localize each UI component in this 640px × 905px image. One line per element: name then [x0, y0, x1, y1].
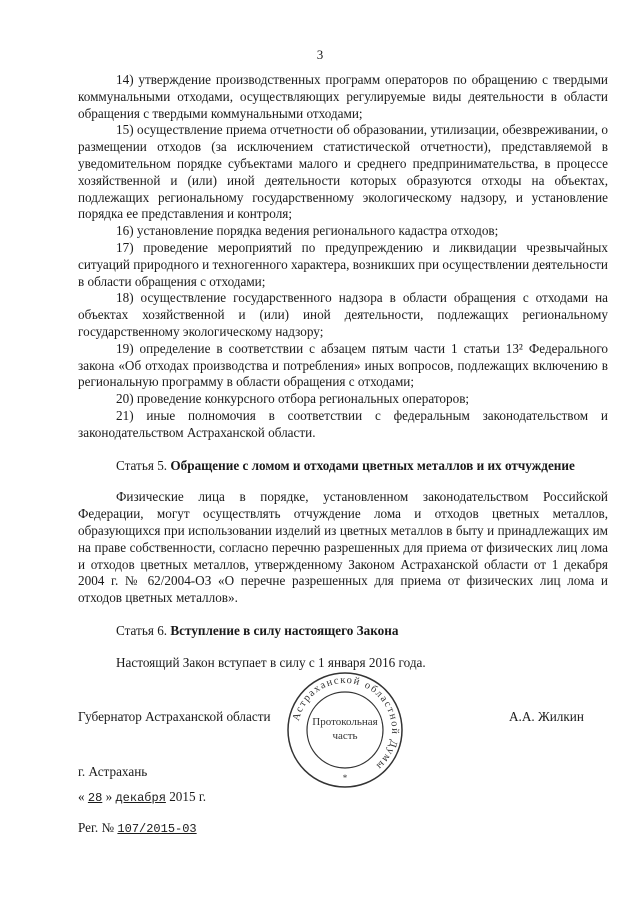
list-item: 17) проведение мероприятий по предупреждению и ликвидации чрезвычайных ситуаций природного и техногенного характера, возникших при осуществлении деятельности в области обращения с отходами; [78, 239, 608, 289]
article-6-prefix: Статья 6. [116, 622, 168, 638]
article-5-text: Физические лица в порядке, установленном законодательством Российской Федерации, могут осуществлять отчуждение лома и отходов цветных металлов, образующихся при использовании изделий из цветных металлов в быту и принадлежащих им на праве собственности, согласно перечню разрешенных для приема от физических лиц лома и отходов цветных металлов, утвержденному Законом Астраханской области от 1 декабря 2004 г. № 62/2004-ОЗ «О перечне разрешенных для приема от физических лиц лома и отходов цветных металлов». [78, 489, 608, 606]
article-6-title: Вступление в силу настоящего Закона [170, 622, 399, 638]
document-body [78, 72, 608, 672]
page-number: 3 [316, 47, 324, 62]
date-quote-open: « [78, 789, 85, 804]
svg-text:*: * [342, 773, 348, 783]
signature-position: Губернатор Астраханской области [78, 709, 271, 724]
signature-name: А.А. Жилкин [509, 709, 584, 724]
list-item: 21) иные полномочия в соответствии с федеральным законодательством и законодательством Астраханской области. [78, 407, 608, 440]
date-year: 2015 г. [169, 789, 207, 804]
registration-number [78, 820, 197, 836]
reg-label: Рег. № [78, 820, 115, 835]
official-stamp [285, 670, 405, 790]
list-item: 19) определение в соответствии с абзацем пятым части 1 статьи 13² Федерального закона «Об отходах производства и потребления» иных вопросов, подлежащих включению в региональную программу в области обращения с отходами; [78, 340, 608, 390]
list-item: 18) осуществление государственного надзора в области обращения с отходами на объектах хозяйственной и (или) иной деятельности, подлежащих региональному государственному экологическому надзору; [78, 290, 608, 339]
article-6-heading [78, 623, 608, 640]
date-day: 28 [87, 791, 103, 805]
article-6-text: Настоящий Закон вступает в силу с 1 января 2016 года. [116, 654, 426, 670]
signing-city: г. Астрахань [78, 764, 148, 779]
svg-text:Протокольная: Протокольная [312, 716, 378, 728]
article-5-title: Обращение с ломом и отходами цветных металлов и их отчуждение [170, 457, 575, 473]
date-quote-close: » [105, 789, 113, 804]
article-5-prefix: Статья 5. [116, 457, 168, 473]
date-month: декабря [115, 791, 166, 805]
article-5-heading [78, 458, 608, 475]
svg-text:часть: часть [332, 730, 358, 742]
list-item: 14) утверждение производственных программ операторов по обращению с твердыми коммунальными отходами, осуществляющих регулируемые виды деятельности в области обращения с твердыми коммунальными отходами; [78, 72, 608, 121]
svg-text:Астраханской областной Думы: Астраханской областной Думы [290, 674, 401, 773]
list-item: 20) проведение конкурсного отбора региональных операторов; [116, 391, 470, 407]
list-item: 15) осуществление приема отчетности об образовании, утилизации, обезвреживании, о размещении отходов (за исключением статистической отчетности), представляемой в уведомительном порядке субъектами малого и среднего предпринимательства, в процессе хозяйственной и (или) иной деятельности которых образуются отходы на объектах, подлежащих региональному государственному экологическому надзору, и установление порядка ее представления и контроля; [78, 122, 608, 222]
reg-number: 107/2015-03 [117, 822, 197, 836]
signing-date [78, 789, 206, 805]
list-item: 16) установление порядка ведения регионального кадастра отходов; [116, 223, 499, 239]
